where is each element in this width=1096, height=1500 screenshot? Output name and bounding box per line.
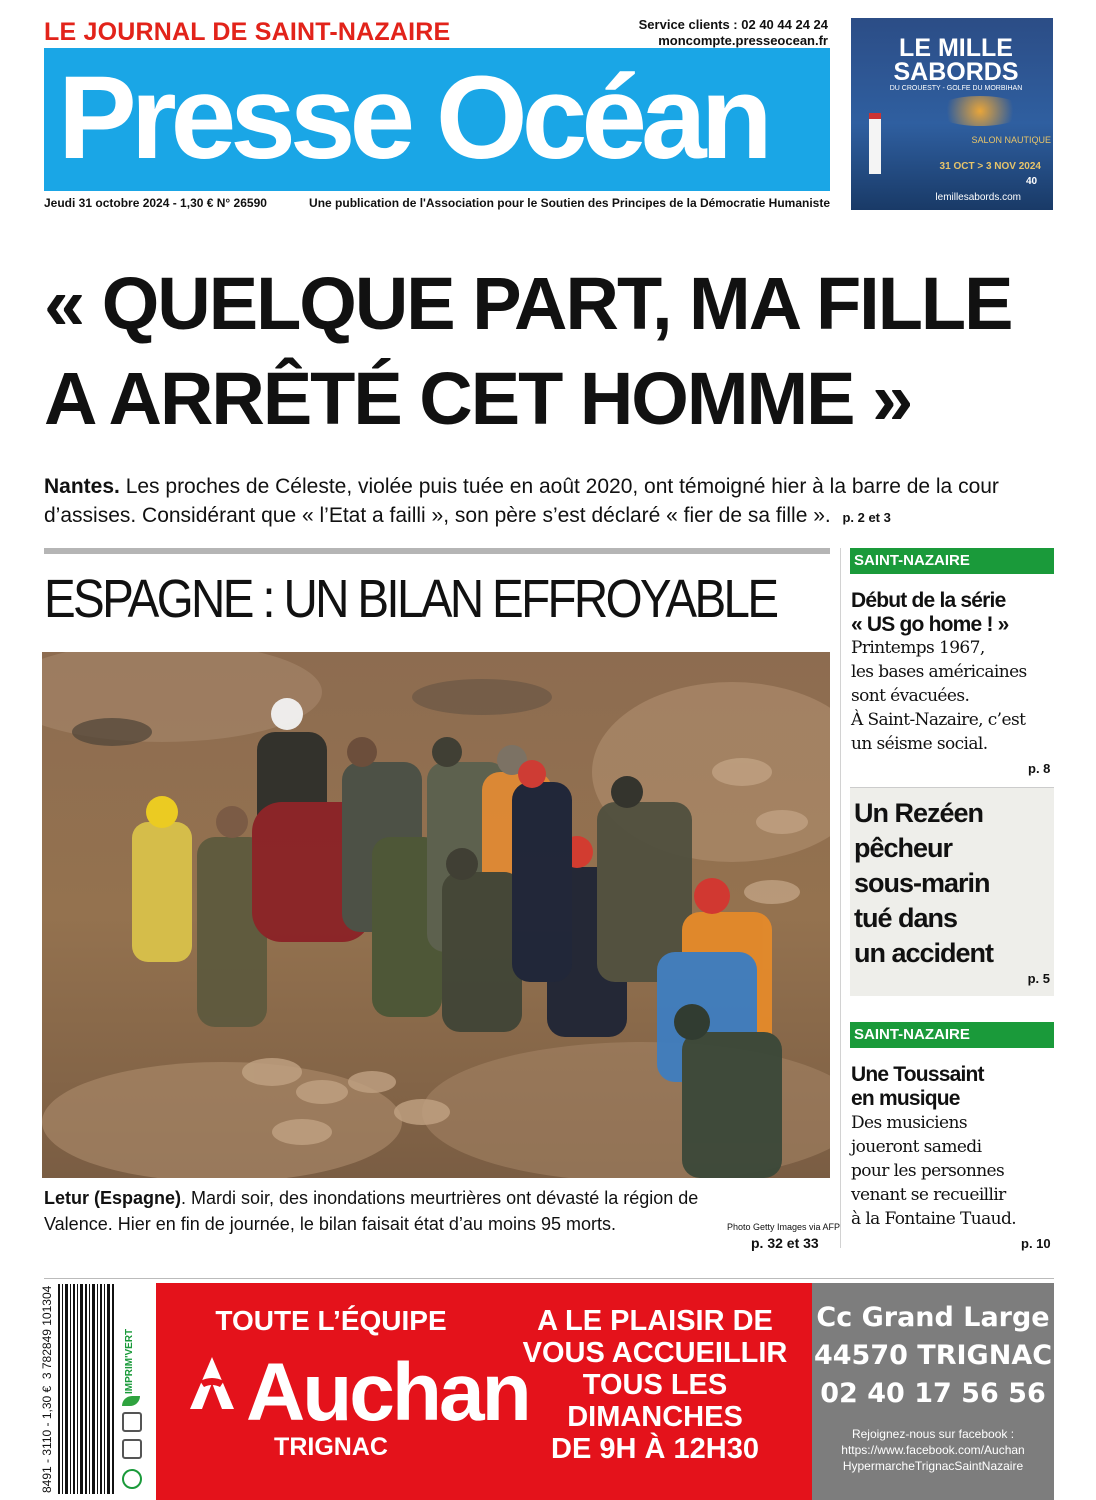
service-phone: Service clients : 02 40 44 24 24 xyxy=(638,17,828,32)
publisher-line: Une publication de l'Association pour le Soutien des Principes de la Démocratie Humaniste xyxy=(309,196,830,210)
imprim-vert-logo: IMPRIM'VERT xyxy=(118,1284,148,1494)
section-rule xyxy=(44,548,830,554)
caption-text: . Mardi soir, des inondations meurtrières ont dévasté la région de Valence. Hier en fin de journée, le bilan faisait état d’au moins 95 morts. xyxy=(44,1188,699,1234)
ad-mille-sabords[interactable] xyxy=(851,18,1053,210)
recycle-icon xyxy=(122,1412,142,1432)
auchan-logo: Auchan xyxy=(246,1347,529,1438)
spain-headline[interactable]: ESPAGNE : UN BILAN EFFROYABLE xyxy=(44,569,777,629)
edition-label: LE JOURNAL DE SAINT-NAZAIRE xyxy=(44,18,451,46)
main-headline[interactable]: « QUELQUE PART, MA FILLE A ARRÊTÉ CET HOMME » xyxy=(44,262,1012,440)
lead-text: Les proches de Céleste, violée puis tuée en août 2020, ont témoigné hier à la barre de la cour d’assises. Considérant que « l’Etat a failli », son père s’est déclaré « fier de sa fille ». xyxy=(44,475,999,527)
story1-page-ref[interactable]: p. 8 xyxy=(1028,761,1051,776)
bottom-rule xyxy=(44,1278,1054,1279)
triman-icon xyxy=(122,1469,142,1489)
section-tag-saint-nazaire: SAINT-NAZAIRE xyxy=(850,548,1054,574)
ad-mall: Cc Grand Large xyxy=(816,1302,1050,1333)
story3-text: Des musiciens joueront samedi pour les personnes venant se recueillir à la Fontaine Tuaud. xyxy=(851,1113,1017,1229)
spain-page-ref[interactable]: p. 32 et 33 xyxy=(751,1235,819,1251)
customer-service xyxy=(639,17,828,49)
barcode-text: 8491 - 3110 - 1,30 € 3 782849 101304 xyxy=(40,1285,54,1493)
rescue-photo[interactable] xyxy=(42,652,830,1178)
ad-city: 44570 TRIGNAC xyxy=(813,1340,1053,1371)
story3-headline[interactable]: Une Toussaint en musique xyxy=(851,1063,984,1110)
ad-team-line: TOUTE L’ÉQUIPE xyxy=(215,1305,447,1336)
ad-store-name: TRIGNAC xyxy=(274,1433,388,1461)
caption-place: Letur (Espagne) xyxy=(44,1188,182,1208)
story2-headline: Un Rezéen pêcheur sous-marin tué dans un accident xyxy=(854,798,994,968)
ad-facebook: Rejoignez-nous sur facebook : https://www.facebook.com/Auchan HypermarcheTrignacSaintNazaire xyxy=(841,1427,1025,1473)
column-divider xyxy=(840,548,841,1248)
photo-caption xyxy=(44,1185,734,1237)
masthead-banner[interactable] xyxy=(44,48,830,191)
dateline: Jeudi 31 octobre 2024 - 1,30 € N° 26590 xyxy=(44,196,267,210)
ad-phone: 02 40 17 56 56 xyxy=(820,1378,1046,1409)
main-lead xyxy=(44,472,1054,532)
section-tag-saint-nazaire-2: SAINT-NAZAIRE xyxy=(850,1022,1054,1048)
ad-dates: 31 OCT > 3 NOV 2024 xyxy=(939,161,1041,172)
story1-text: Printemps 1967, les bases américaines sont évacuées. À Saint-Nazaire, c’est un séisme social. xyxy=(851,638,1027,754)
leaf-icon xyxy=(122,1396,140,1406)
auchan-bird-icon xyxy=(186,1353,238,1413)
ad-event: SALON NAUTIQUE xyxy=(971,135,1051,145)
document-icon xyxy=(122,1439,142,1459)
story3-page-ref[interactable]: p. 10 xyxy=(1021,1236,1051,1251)
story1-headline[interactable]: Début de la série « US go home ! » xyxy=(851,589,1009,636)
fireworks-graphic xyxy=(935,96,1025,126)
ad-anniversary: 40 xyxy=(1026,176,1038,187)
ad-col-contact xyxy=(812,1283,1054,1500)
ad-auchan[interactable] xyxy=(156,1283,1054,1500)
ad-col-brand xyxy=(156,1283,529,1500)
ad-col-message: A LE PLAISIR DE VOUS ACCUEILLIR TOUS LES DIMANCHES DE 9H À 12H30 xyxy=(522,1305,788,1465)
lead-place: Nantes. xyxy=(44,475,120,498)
lighthouse-icon xyxy=(869,113,881,174)
service-url[interactable]: moncompte.presseocean.fr xyxy=(658,33,828,48)
story2-box[interactable] xyxy=(850,787,1054,996)
ad-title: LE MILLE SABORDS DU CROUESTY - GOLFE DU MORBIHAN xyxy=(889,34,1023,92)
ad-website[interactable]: lemillesabords.com xyxy=(935,192,1021,203)
photo-credit: Photo Getty Images via AFP xyxy=(727,1222,841,1232)
barcode xyxy=(44,1284,116,1494)
lead-page-ref[interactable]: p. 2 et 3 xyxy=(842,510,891,525)
story2-page-ref: p. 5 xyxy=(1027,971,1050,986)
newspaper-title: Presse Océan xyxy=(58,52,767,184)
